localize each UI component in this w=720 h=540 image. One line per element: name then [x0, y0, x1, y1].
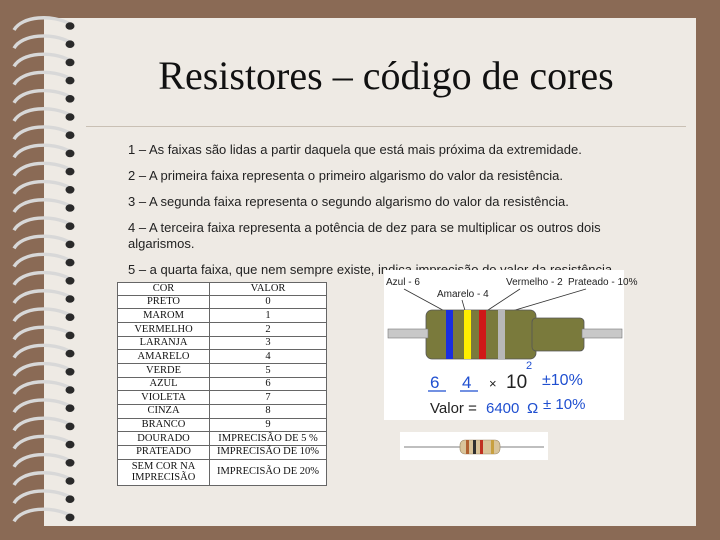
table-cell-color: BRANCO	[118, 418, 210, 432]
valor-number: 6400	[486, 400, 520, 417]
binding-ring	[14, 236, 70, 248]
tolerance: ±10%	[542, 372, 583, 389]
label-amarelo: Amarelo - 4	[437, 289, 489, 300]
binding-hole	[66, 150, 75, 158]
table-row	[118, 405, 327, 419]
table-cell-value: 6	[210, 377, 327, 391]
rule-item-3: 3 – A segunda faixa representa o segundo algarismo do valor da resistência.	[128, 194, 569, 209]
table-cell-value: 8	[210, 405, 327, 419]
table-row	[118, 336, 327, 350]
binding-ring	[14, 291, 70, 303]
binding-ring	[14, 127, 70, 139]
binding-ring	[14, 345, 70, 357]
binding-ring	[14, 509, 70, 521]
binding-ring	[14, 400, 70, 412]
binding-hole	[66, 459, 75, 467]
binding-ring	[14, 254, 70, 266]
resistor-cap	[532, 318, 584, 351]
table-cell-color: MAROM	[118, 309, 210, 323]
band-blue	[446, 310, 453, 359]
table-header-cor: COR	[118, 283, 210, 296]
binding-hole	[66, 495, 75, 503]
table-cell-value: 5	[210, 364, 327, 378]
label-vermelho: Vermelho - 2	[506, 277, 563, 288]
binding-hole	[66, 131, 75, 139]
table-cell-value: 9	[210, 418, 327, 432]
table-header-valor: VALOR	[210, 283, 327, 296]
binding-hole	[66, 514, 75, 522]
binding-ring	[14, 436, 70, 448]
band-silver	[498, 310, 505, 359]
binding-hole	[66, 350, 75, 358]
color-code-table	[117, 282, 327, 486]
binding-hole	[66, 22, 75, 30]
table-row	[118, 309, 327, 323]
digit-1: 6	[430, 373, 440, 392]
table-row	[118, 295, 327, 309]
table-cell-color: VERDE	[118, 364, 210, 378]
table-row	[118, 459, 327, 485]
valor-label: Valor =	[430, 400, 477, 417]
label-prateado: Prateado - 10%	[568, 277, 638, 288]
binding-ring	[14, 200, 70, 212]
binding-hole	[66, 477, 75, 485]
binding-ring	[14, 491, 70, 503]
binding-hole	[66, 423, 75, 431]
valor-tolerance: ± 10%	[543, 396, 586, 413]
binding-hole	[66, 404, 75, 412]
slide-title: Resistores – código de cores	[158, 53, 614, 98]
binding-ring	[14, 273, 70, 285]
table-cell-value: IMPRECISÃO DE 10%	[210, 446, 327, 460]
table-row	[118, 350, 327, 364]
binding-ring	[14, 309, 70, 321]
binding-hole	[66, 441, 75, 449]
binding-ring	[14, 473, 70, 485]
table-cell-color: AMARELO	[118, 350, 210, 364]
binding-ring	[14, 36, 70, 48]
table-cell-color: CINZA	[118, 405, 210, 419]
binding-hole	[66, 222, 75, 230]
binding-ring	[14, 455, 70, 467]
binding-ring	[14, 327, 70, 339]
table-cell-value: 0	[210, 295, 327, 309]
table-row	[118, 364, 327, 378]
binding-ring	[14, 182, 70, 194]
table-row	[118, 446, 327, 460]
binding-hole	[66, 186, 75, 194]
table-row	[118, 418, 327, 432]
table-row	[118, 377, 327, 391]
table-cell-color: SEM COR NA IMPRECISÃO	[118, 459, 210, 485]
binding-hole	[66, 204, 75, 212]
binding-hole	[66, 295, 75, 303]
binding-ring	[14, 364, 70, 376]
table-cell-color: VERMELHO	[118, 323, 210, 337]
rule-item-2: 2 – A primeira faixa representa o primeiro algarismo do valor da resistência.	[128, 168, 563, 183]
table-cell-value: 3	[210, 336, 327, 350]
title-divider	[86, 126, 686, 127]
table-row	[118, 323, 327, 337]
binding-hole	[66, 368, 75, 376]
valor-unit: Ω	[527, 400, 539, 417]
binding-hole	[66, 332, 75, 340]
binding-hole	[66, 277, 75, 285]
binding-ring	[14, 145, 70, 157]
table-cell-color: LARANJA	[118, 336, 210, 350]
binding-ring	[14, 418, 70, 430]
resistor-lead-left	[388, 329, 428, 338]
ten-base: 10	[506, 372, 528, 393]
binding-hole	[66, 113, 75, 121]
binding-hole	[66, 168, 75, 176]
table-row	[118, 432, 327, 446]
rule-item-4: 4 – A terceira faixa representa a potência de dez para se multiplicar os outros dois algarismos.	[128, 220, 601, 251]
table-cell-value: 7	[210, 391, 327, 405]
times-sign: ×	[489, 376, 497, 391]
band-yellow	[464, 310, 471, 359]
label-azul: Azul - 6	[386, 277, 420, 288]
rule-item-1: 1 – As faixas são lidas a partir daquela que está mais próxima da extremidade.	[128, 142, 582, 157]
binding-ring	[14, 163, 70, 175]
table-cell-color: DOURADO	[118, 432, 210, 446]
binding-hole	[66, 259, 75, 267]
slide-body	[128, 142, 658, 288]
table-cell-value: IMPRECISÃO DE 20%	[210, 459, 327, 485]
table-row	[118, 391, 327, 405]
table-cell-value: 1	[210, 309, 327, 323]
binding-ring	[14, 218, 70, 230]
table-cell-value: 4	[210, 350, 327, 364]
resistor-lead-right	[582, 329, 622, 338]
table-cell-color: PRETO	[118, 295, 210, 309]
band-red	[479, 310, 486, 359]
table-cell-color: AZUL	[118, 377, 210, 391]
exponent: 2	[526, 360, 533, 372]
table-header-row	[118, 283, 327, 296]
binding-hole	[66, 40, 75, 48]
binding-ring	[14, 109, 70, 121]
table-cell-color: VIOLETA	[118, 391, 210, 405]
binding-hole	[66, 313, 75, 321]
binding-hole	[66, 241, 75, 249]
table-cell-value: 2	[210, 323, 327, 337]
digit-2: 4	[462, 373, 472, 392]
binding-hole	[66, 386, 75, 394]
binding-ring	[14, 382, 70, 394]
resistor-photo	[400, 432, 548, 460]
resistor-diagram	[384, 270, 638, 420]
table-cell-value: IMPRECISÃO DE 5 %	[210, 432, 327, 446]
table-cell-color: PRATEADO	[118, 446, 210, 460]
rule-item-5: 5 – a quarta faixa, que nem sempre existe, indica imprecisão do valor da resistência.	[128, 262, 616, 277]
binding-ring	[14, 18, 70, 30]
